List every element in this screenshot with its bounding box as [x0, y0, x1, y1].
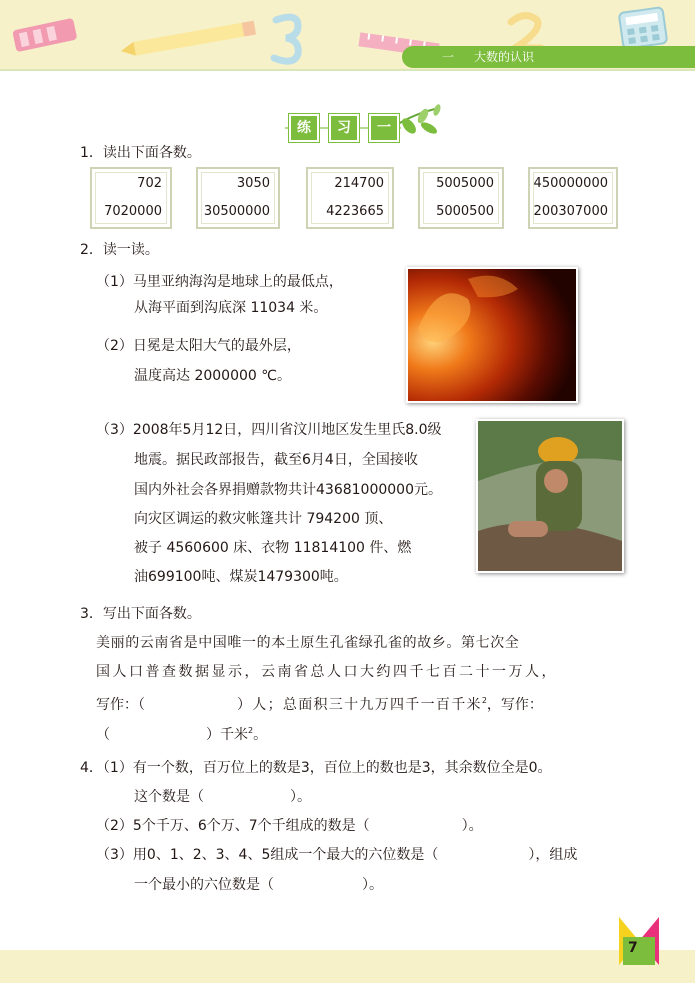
paragraph-line: [96, 691, 543, 715]
paragraph-line: 向灾区调运的救灾帐篷共计 794200 顶、: [134, 511, 393, 527]
answer-suffix: ）。: [362, 877, 383, 893]
paragraph-line: 国人口普查数据显示，云南省总人口大约四千七百二十一万人，: [96, 664, 558, 680]
paragraph-line: [134, 875, 383, 895]
question-4-label: 4．（1）有一个数，百万位上的数是3，百位上的数也是3，其余数位全是0。: [80, 760, 552, 776]
number-value: 5000500: [436, 204, 494, 219]
chapter-tab: [402, 46, 695, 68]
chapter-number: 一: [442, 50, 455, 64]
page-corner-decoration-icon: [619, 917, 659, 965]
number-value: 450000000: [533, 176, 608, 191]
paragraph-line: 温度高达 2000000 ℃。: [134, 368, 291, 384]
number-value: 702: [137, 176, 162, 191]
paragraph-line: 美丽的云南省是中国唯一的本土原生孔雀绿孔雀的故乡。第七次全: [96, 635, 520, 651]
answer-prefix: 这个数是（: [134, 789, 204, 805]
paragraph-line: 油699100吨、煤炭1479300吨。: [134, 569, 348, 585]
exercise-title-char: 习: [329, 114, 359, 142]
answer-prefix: （2）5个千万、6个万、7个千组成的数是（: [96, 818, 370, 834]
exercise-title: [283, 104, 443, 144]
question-1-label: 1．读出下面各数。: [80, 145, 201, 161]
paragraph-line: （2）日冕是太阳大气的最外层，: [96, 338, 301, 354]
exercise-title-char: 一: [369, 114, 399, 142]
paragraph-line: [96, 845, 577, 865]
paragraph-line: 国内外社会各界捐赠款物共计43681000000元。: [134, 482, 442, 498]
question-3-label: 3．写出下面各数。: [80, 606, 201, 622]
pencil-decoration-icon: [120, 18, 260, 62]
paragraph-line: （1）马里亚纳海沟是地球上的最低点，: [96, 274, 343, 290]
superscript: 2: [248, 726, 254, 735]
rescue-image: [478, 421, 622, 571]
answer-suffix: 。: [253, 727, 268, 743]
calculator-decoration-icon: [615, 6, 671, 50]
number-value: 4223665: [326, 204, 384, 219]
number-value: 30500000: [203, 204, 270, 219]
number-box: [306, 167, 394, 229]
paragraph-line: [96, 816, 483, 836]
page-number: 7: [628, 940, 638, 956]
answer-suffix: ）人；总面积三十九万四千一百千米: [237, 697, 482, 713]
ruler-decoration-icon: [10, 14, 80, 58]
answer-prefix: （: [96, 727, 110, 743]
answer-suffix: ）千米: [206, 727, 248, 743]
exercise-title-char: 练: [289, 114, 319, 142]
answer-suffix: ）。: [461, 818, 483, 834]
header-divider: [0, 69, 695, 71]
paragraph-line: 从海平面到沟底深 11034 米。: [134, 300, 328, 316]
number-three-decoration-icon: [268, 10, 308, 66]
answer-prefix: 写作：（: [96, 697, 145, 713]
number-value: 214700: [334, 176, 384, 191]
paragraph-line: [134, 787, 311, 807]
number-value: 5005000: [436, 176, 494, 191]
number-value: 7020000: [104, 204, 162, 219]
paragraph-line: [96, 721, 267, 745]
question-2-label: 2．读一读。: [80, 242, 159, 258]
chapter-title: 大数的认识: [474, 50, 535, 64]
paragraph-line: 地震。据民政部报告，截至6月4日，全国接收: [134, 452, 418, 468]
superscript: 2: [481, 696, 487, 705]
answer-prefix: （3）用0、1、2、3、4、5组成一个最大的六位数是（: [96, 847, 439, 863]
paragraph-line: 被子 4560600 床、衣物 11814100 件、燃: [134, 540, 412, 556]
sun-corona-image: [408, 269, 576, 401]
sun-corona-photo: [406, 267, 578, 403]
footer-band: [0, 950, 695, 983]
number-value: 3050: [236, 176, 270, 191]
number-box: [90, 167, 172, 229]
number-box: [418, 167, 504, 229]
answer-suffix: ，写作：: [486, 697, 543, 713]
answer-prefix: 一个最小的六位数是（: [134, 877, 274, 893]
number-value: 200307000: [533, 204, 608, 219]
answer-suffix: ），组成: [528, 847, 578, 863]
rescue-photo: [476, 419, 624, 573]
answer-suffix: ）。: [290, 789, 311, 805]
number-box: [528, 167, 618, 229]
number-box: [196, 167, 280, 229]
paragraph-line: （3）2008年5月12日，四川省汶川地区发生里氏8.0级: [96, 422, 442, 438]
